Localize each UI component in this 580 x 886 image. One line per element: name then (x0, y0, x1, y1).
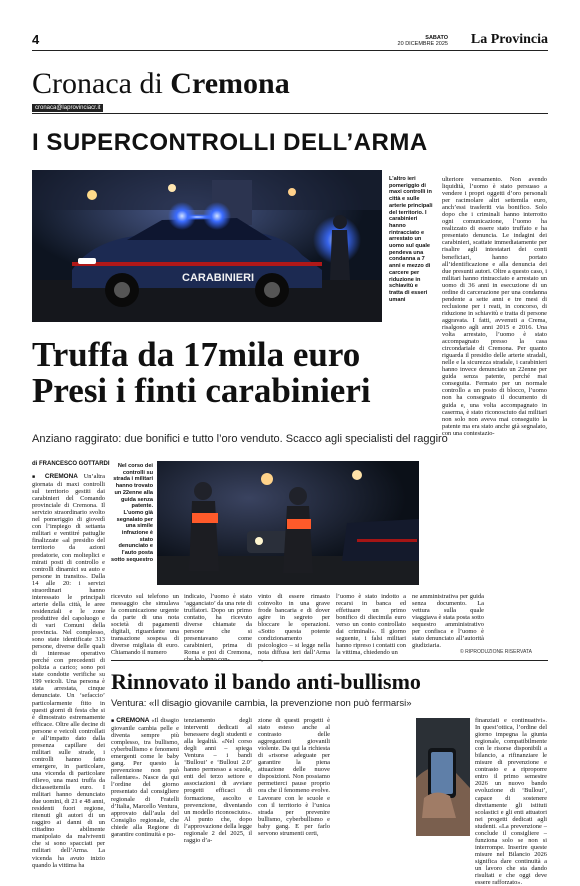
smartphone-photo (416, 718, 470, 836)
section-title-plain: Cronaca di (32, 67, 171, 100)
roadside-check-illustration (157, 461, 419, 585)
issue-date (398, 35, 448, 47)
article1-column-5: l’uomo è stato indotto a recarsi in banca ed effettuare un primo bonifico di diecimila euro verso un conto controllato dai criminali». Il giorno seguente, i falsi militari hanno ripreso i contatti con la vittima, chiedendo un (336, 593, 406, 657)
article1-dateline: ■ CREMONA (32, 473, 78, 480)
article1-column-1 (32, 473, 105, 869)
article-headline: Truffa da 17mila euro Presi i finti carabinieri (32, 335, 371, 410)
article1-column-1-text: Un’altra giornata di maxi controlli sul territorio gestiti dai carabinieri del Comando provinciale di Cremona. Il servizio straordinario svolto nel pomeriggio di giovedì con l’impiego di settanta militari e ventitré pattuglie finalizzate «al presidio del territorio da azioni predatorie, con molteplici e mirati posti di controllo e controlli dinamici su auto e persone in transito». Dalla 14 alle 20: i servizi straordinari hanno interessato le principali arterie della città, le aree residenziali e le zone produttive del capoluogo e di vari Comuni della provincia. Nel complesso, sono state identificate 313 persone, diverse delle quali di interesse operativo perché con precedenti di polizia a carico; sono poi state condotte verifiche su 199 veicoli. Una persona è stata arrestata, cinque denunciate. Un ‘sefaccio’ particolarmente fitto in questi giorni di festa che si è dimostrato estremamente efficace. Oltre alle decine di persone e veicoli controllati e all’impatto dato dalla presenza capillare dei militari sulle strade, i controlli hanno fatto emergere, in particolare, una vicenda di particolare rilievo, una maxi truffa da diciassettemila euro. I militari hanno denunciato due uomini, di 21 e 48 anni, residenti fuori regione, ritenuti gli autori di un raggiro ai danni di un cittadino abilmente manipolato da malviventi che si sono spacciati per militari dell’Arma. La vicenda ha avuto inizio quando la vittima ha (32, 473, 105, 869)
article1-column-2: ricevuto sul telefono un messaggio che simulava la comunicazione urgente da parte di una nota società di pagamenti digitali, riguardante una transazione sospesa di diverse migliaia di euro. Chiamando il numero (111, 593, 179, 657)
article2-column-1-text: «Il disagio giovanile cambia pelle e diventa sempre più complesso, tra bullismo, cyberbullismo e fenomeni emergenti come le baby gang. Per questo la prevenzione non può rallentare». Nasce da qui l’ordine del giorno presentato dal consigliere regionale di Fratelli d’Italia, Marcello Ventura, approvato dall’aula del Consiglio regionale, che chiede alla Regione di garantire continuità e po- (111, 717, 179, 838)
article1-column-7: ulteriore versamento. Non avendo liquidità, l’uomo è stato persuaso a vendere i propri oggetti d’oro personali per racimolare altri settemila euro, anch’essi trasferiti via bonifico. Solo dopo che i criminali hanno interrotto ogni comunicazione, l’uomo ha realizzato di essere stato truffato e ha presentato denuncia. Le indagini dei carabinieri, scattate immediatamente per risalire agli intestatari dei conti beneficiari, hanno portato all’identificazione e alla denuncia dei due presunti autori. Oltre a questo caso, i militari hanno rintracciato e arrestato un uomo di 36 anni in esecuzione di un ordine di carcerazione per una condanna pendente a sette anni e tre mesi di reclusione per i reati, in concorso, di riduzione in schiavitù e tratta di persone aggravata. I fatti, avvenuti a Crema, risalgono agli anni 2015 e 2016. Una volta arrestato, l’uomo è stato accompagnato presso la casa circondariale di Cremona. Per quanto riguarda il presidio delle arterie stradali, nelle e la sicurezza stradale, i carabinieri hanno invece denunciato un 22enne per guida senza patente, perché mai conseguita. Fermato per un normale controllo a un posto di blocco, l’uomo non ha consegnato il documento di guida e, una volta accompagnato in caserma, è stato riconosciuto dai militari non solo non aveva mai conseguito la patente ma era stato anche già segnalato, con una contestazio- (442, 176, 547, 437)
smartphone-illustration (416, 718, 470, 836)
article2-column-1 (111, 717, 179, 837)
article2-column-3: zione di questi progetti è stato esteso anche al contrasto delle aggregazioni giovanili violente. Da qui la richiesta di «risorse adeguate per garantire la piena attuazione delle nuove disposizioni. Non possiamo permetterci pause proprio ora che il fenomeno evolve. Lavorare con le scuole e con il territorio è l’unica strada per prevenire bullismo, cyberbullismo e baby gang. E per farlo servono strumenti certi, (258, 717, 330, 837)
article-kicker: I SUPERCONTROLLI DELL’ARMA (32, 129, 428, 156)
issue-weekday: SABATO (425, 35, 448, 41)
issue-day: 20 DICEMBRE 2025 (397, 41, 448, 47)
article2-headline: Rinnovato il bando anti-bullismo (111, 669, 421, 694)
article2-column-5: finanziati e continuativi». In quest’ottica, l’ordine del giorno impegna la giunta regionale, compatibilmente con le risorse disponibili a bilancio, a rifinanziare le misure di prevenzione e contrasto e a riproporre entro il primo semestre 2026 un nuovo bando evoluzione di ‘Bulloui’, capace di sostenere direttamente gli istituti scolastici e gli enti attuatori nei progetti dedicati agli studenti. «La prevenzione – conclude il consigliere – funziona solo se non si interrompe. Inserire queste misure nel Bilancio 2026 significa dare continuità a un lavoro che sta dando risultati e che oggi deve essere rafforzato». (475, 717, 547, 886)
page-number: 4 (32, 32, 40, 47)
car-livery-text: CARABINIERI (182, 272, 255, 284)
article2-rule (111, 660, 548, 661)
article2-column-2: tenziamento degli interventi dedicati al benessere degli studenti e alla legalità. «Nel corso degli anni – spiega Ventura – i bandi ‘Bulloui’ e ‘Bulloui 2.0’ hanno permesso a scuole, enti del terzo settore e associazioni di avviare progetti efficaci di formazione, ascolto e prevenzione, diventando un modello riconosciuto». Al punto che, dopo l’approvazione della legge regionale 2 del 2025, il raggio d’a- (184, 717, 252, 844)
article2-subhead: Ventura: «Il disagio giovanile cambia, la prevenzione non può fermarsi» (111, 698, 412, 709)
article2-dateline: ■ CREMONA (111, 717, 149, 724)
section-title (32, 68, 290, 100)
photo1-caption: L’altro ieri pomeriggio di maxi controlli in città e sulle arterie principali del territorio. I carabinieri hanno rintracciato e arrestato un uomo sul quale pendeva una condanna a 7 anni e mezzo di carcere per riduzione in schiavitù e tratta di esseri umani (389, 176, 433, 303)
masthead: La Provincia (470, 32, 548, 47)
carabinieri-car-illustration (32, 170, 382, 322)
section-rule (32, 113, 548, 114)
article1-column-4: vinto di essere rimasto coinvolto in una grave frode bancaria e di dover agire in segreto per bloccare le operazioni. «Sotto questa potente condizionamento psicologico – si legge nella nota diffusa ieri dall’Arma (258, 593, 330, 657)
carabinieri-night-photo (32, 170, 382, 322)
roadside-check-photo (157, 461, 419, 585)
section-email[interactable]: cronaca@laprovinciacr.it (32, 104, 103, 112)
header-rule (32, 50, 548, 51)
article-subhead: Anziano raggirato: due bonifici e tutto l’oro venduto. Scacco agli specialisti del raggiro (32, 433, 448, 445)
copyright-notice: © RIPRODUZIONE RISERVATA (460, 649, 532, 655)
article-byline: di FRANCESCO GOTTARDI (32, 461, 110, 467)
section-title-city: Cremona (170, 67, 290, 100)
photo2-caption: Nel corso dei controlli su strada i militari hanno trovato un 22enne alla guida senza patente. L’uomo già segnalato per una simile infrazione è stato denunciato e l’auto posta sotto sequestro (111, 463, 153, 563)
article2-column-4 (336, 717, 411, 837)
article1-column-6: ne amministrativa per guida senza documento. La vettura sulla quale viaggiava è stata posta sotto sequestro amministrativo per confisca e l’uomo è stato denunciato all’autorità giudiziaria. (412, 593, 484, 650)
article1-column-3: indicato, l’uomo è stato ‘agganciato’ da una rete di truffatori. Dopo un primo contatto, ha ricevuto diverse chiamate da persone che si presentavano come carabinieri, prima di Roma e poi di Cremona, (184, 593, 252, 657)
